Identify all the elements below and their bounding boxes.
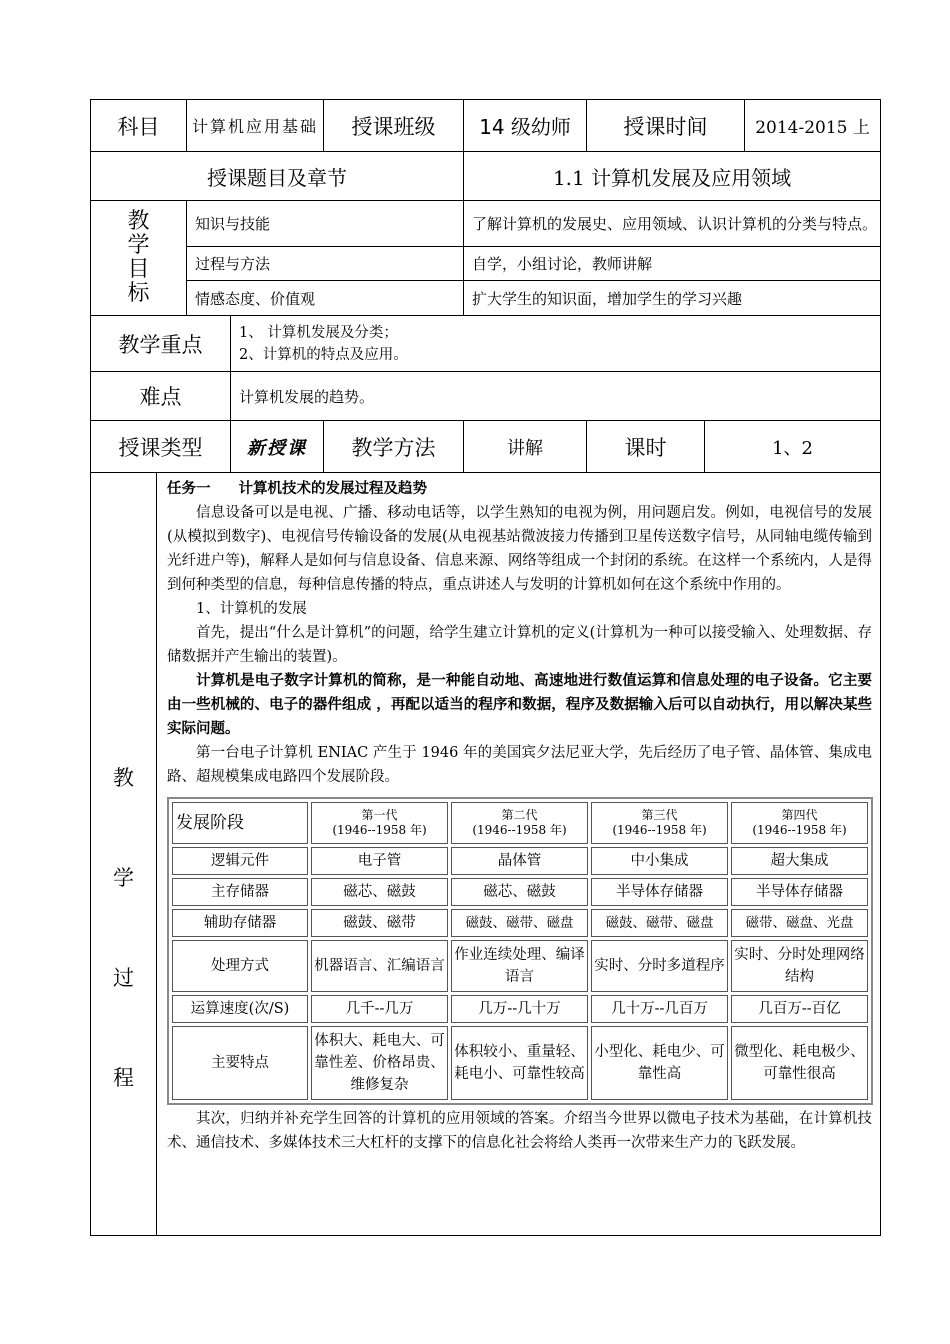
process-content [157,473,881,1236]
row-label: 处理方式 [172,940,308,992]
table-cell: 体积较小、重量轻、耗电小、可靠性较高 [451,1026,588,1100]
task-heading [167,477,872,501]
difficulty-label: 难点 [91,372,231,421]
generation-header [451,802,588,844]
objective-label: 过程与方法 [187,247,464,281]
objective-label: 知识与技能 [187,201,464,247]
difficulty-value: 计算机发展的趋势。 [231,372,881,421]
time-value: 2014-2015 上 [745,100,881,152]
table-cell: 半导体存储器 [731,878,868,906]
table-cell: 机器语言、汇编语言 [311,940,448,992]
table-cell: 磁鼓、磁带 [311,909,448,937]
objectives-char: 学 [127,233,150,258]
generation-header [311,802,448,844]
subject-label: 科目 [91,100,187,152]
table-cell: 微型化、耗电极少、可靠性很高 [731,1026,868,1100]
row-label: 主要特点 [172,1026,308,1100]
generation-name: 第一代 [361,808,398,822]
generation-name: 第三代 [641,808,678,822]
objective-value: 了解计算机的发展史、应用领域、认识计算机的分类与特点。 [464,201,881,247]
objectives-char: 目 [127,257,150,282]
method-value: 讲解 [464,421,587,473]
task-title: 任务一 [167,481,211,497]
section-heading: 1、计算机的发展 [196,601,307,617]
generations-table [167,797,873,1105]
process-char: 学 [113,866,134,890]
process-char: 教 [113,766,134,790]
objective-label: 情感态度、价值观 [187,281,464,316]
table-cell: 磁芯、磁鼓 [311,878,448,906]
objective-value: 扩大学生的知识面，增加学生的学习兴趣 [464,281,881,316]
objectives-char: 教 [127,209,150,234]
generation-years: (1946--1958 年) [612,823,707,837]
class-label: 授课班级 [324,100,464,152]
lesson-type-label: 授课类型 [91,421,231,473]
task-subtitle: 计算机技术的发展过程及趋势 [238,481,427,497]
table-cell: 作业连续处理、编译语言 [451,940,588,992]
table-cell: 电子管 [311,847,448,875]
table-cell: 磁带、磁盘、光盘 [731,909,868,937]
table-cell: 磁鼓、磁带、磁盘 [591,909,728,937]
table-cell: 几万--几十万 [451,995,588,1023]
table-cell: 小型化、耗电少、可靠性高 [591,1026,728,1100]
paragraph: 信息设备可以是电视、广播、移动电话等，以学生熟知的电视为例，用问题启发。例如，电视信号的发展(从模拟到数字)、电视信号传输设备的发展(从电视基站微波接力传播到卫星传送数字信号，从同轴电缆传输到光纤进户等)，解释人是如何与信息设备、信息来源、网络等组成一个封闭的系统。在这样一个系统内，人是得到何种类型的信息，每种信息传播的特点，重点讲述人与发明的计算机如何在这个系统中作用的。 [167,505,873,593]
row-label: 逻辑元件 [172,847,308,875]
table-cell: 实时、分时多道程序 [591,940,728,992]
table-cell: 磁鼓、磁带、磁盘 [451,909,588,937]
table-cell: 中小集成 [591,847,728,875]
time-label: 授课时间 [587,100,745,152]
generation-years: (1946--1958 年) [472,823,567,837]
key-point-line: 1、 计算机发展及分类； [239,324,398,341]
paragraph: 计算机是电子数字计算机的简称，是一种能自动地、高速地进行数值运算和信息处理的电子设备。它主要由一些机械的、电子的器件组成 ，再配以适当的程序和数据，程序及数据输入后可以自动执行，用以解决某些实际问题。 [167,673,873,737]
key-points-value [231,316,881,372]
process-label [91,473,157,1236]
row-label: 主存储器 [172,878,308,906]
objectives-char: 标 [127,281,150,306]
table-cell: 晶体管 [451,847,588,875]
paragraph: 首先，提出“什么是计算机”的问题，给学生建立计算机的定义(计算机为一种可以接受输入、处理数据、存储数据并产生输出的装置)。 [167,625,873,665]
topic-label: 授课题目及章节 [91,152,464,201]
generations-header-label: 发展阶段 [172,802,308,844]
table-cell: 半导体存储器 [591,878,728,906]
table-cell: 几千--几万 [311,995,448,1023]
generation-name: 第二代 [501,808,538,822]
process-char: 过 [113,966,134,990]
table-cell: 磁芯、磁鼓 [451,878,588,906]
generation-years: (1946--1958 年) [752,823,847,837]
paragraph: 其次，归纳并补充学生回答的计算机的应用领域的答案。介绍当今世界以微电子技术为基础，在计算机技术、通信技术、多媒体技术三大杠杆的支撑下的信息化社会将给人类再一次带来生产力的飞跃发展。 [167,1111,873,1151]
hours-value: 1、2 [705,421,881,473]
generation-header [731,802,868,844]
table-cell: 实时、分时处理网络结构 [731,940,868,992]
key-points-label: 教学重点 [91,316,231,372]
row-label: 辅助存储器 [172,909,308,937]
table-cell: 超大集成 [731,847,868,875]
paragraph: 第一台电子计算机 ENIAC 产生于 1946 年的美国宾夕法尼亚大学，先后经历了电子管、晶体管、集成电路、超规模集成电路四个发展阶段。 [167,745,873,785]
objectives-label [91,201,187,316]
table-cell: 几十万--几百万 [591,995,728,1023]
subject-value: 计算机应用基础 [187,100,324,152]
process-char: 程 [113,1066,134,1090]
row-label: 运算速度(次/S) [172,995,308,1023]
table-cell: 体积大、耗电大、可靠性差、价格昂贵、维修复杂 [311,1026,448,1100]
generation-header [591,802,728,844]
lesson-type-value: 新授课 [231,421,324,473]
hours-label: 课时 [587,421,705,473]
topic-value: 1.1 计算机发展及应用领域 [464,152,881,201]
method-label: 教学方法 [324,421,464,473]
objective-value: 自学，小组讨论，教师讲解 [464,247,881,281]
generation-years: (1946--1958 年) [332,823,427,837]
table-cell: 几百万--百亿 [731,995,868,1023]
lesson-plan-table [90,99,881,1236]
generation-name: 第四代 [781,808,818,822]
key-point-line: 2、计算机的特点及应用。 [239,346,408,363]
class-value: 14 级幼师 [464,100,587,152]
